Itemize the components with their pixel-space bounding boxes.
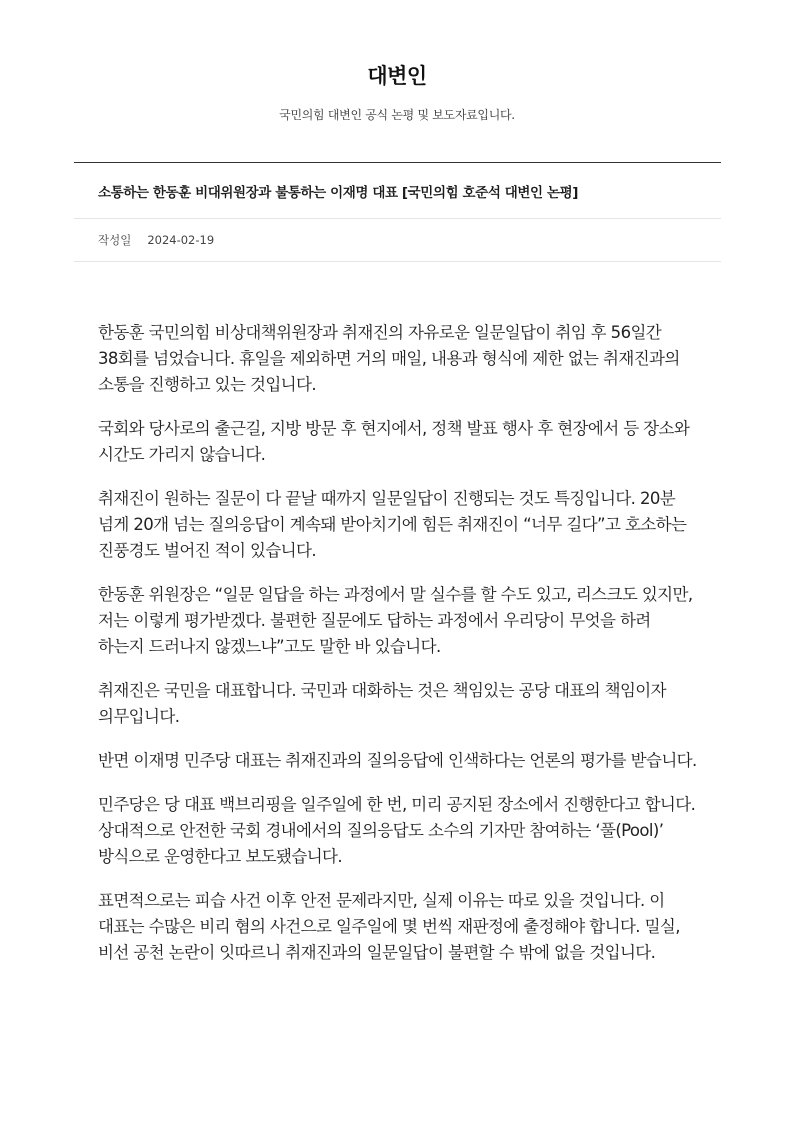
site-header: [0, 62, 794, 124]
date-value: 2024-02-19: [147, 233, 215, 247]
body-paragraph: 표면적으로는 피습 사건 이후 안전 문제라지만, 실제 이유는 따로 있을 것입니다. 이 대표는 수많은 비리 혐의 사건으로 일주일에 몇 번씩 재판정에 출정해야 합니다. 밀실, 비선 공천 논란이 잇따르니 취재진과의 일문일답이 불편할 수 밖에 없을 것입니다.: [98, 891, 680, 962]
body-paragraph: 한동훈 국민의힘 비상대책위원장과 취재진의 자유로운 일문일답이 취임 후 56일간 38회를 넘었습니다. 휴일을 제외하면 거의 매일, 내용과 형식에 제한 없는 취재진과의 소통을 진행하고 있는 것입니다.: [98, 323, 680, 394]
article-body: [98, 320, 698, 984]
body-paragraph: 한동훈 위원장은 “일문 일답을 하는 과정에서 말 실수를 할 수도 있고, 리스크도 있지만, 저는 이렇게 평가받겠다. 불편한 질문에도 답하는 과정에서 우리당이 무엇을 하려 하는지 드러나지 않겠느냐”고도 말한 바 있습니다.: [98, 585, 693, 656]
site-title: 대변인: [367, 64, 427, 88]
body-paragraph: 반면 이재명 민주당 대표는 취재진과의 질의응답에 인색하다는 언론의 평가를 받습니다.: [98, 751, 697, 770]
article-header: [74, 162, 721, 262]
article-meta: [74, 219, 721, 262]
article-title: 소통하는 한동훈 비대위원장과 불통하는 이재명 대표 [국민의힘 호준석 대변인 논평]: [98, 184, 579, 201]
body-paragraph: 민주당은 당 대표 백브리핑을 일주일에 한 번, 미리 공지된 장소에서 진행한다고 합니다. 상대적으로 안전한 국회 경내에서의 질의응답도 소수의 기자만 참여하는 ‘풀(Pool)’ 방식으로 운영한다고 보도됐습니다.: [98, 795, 696, 866]
article-title-row: [74, 163, 721, 219]
body-paragraph: 국회와 당사로의 출근길, 지방 방문 후 현지에서, 정책 발표 행사 후 현장에서 등 장소와 시간도 가리지 않습니다.: [98, 419, 690, 464]
body-paragraph: 취재진은 국민을 대표합니다. 국민과 대화하는 것은 책임있는 공당 대표의 책임이자 의무입니다.: [98, 681, 666, 726]
date-label: 작성일: [98, 233, 132, 247]
site-subtitle: 국민의힘 대변인 공식 논평 및 보도자료입니다.: [279, 108, 515, 122]
body-paragraph: 취재진이 원하는 질문이 다 끝날 때까지 일문일답이 진행되는 것도 특징입니다. 20분 넘게 20개 넘는 질의응답이 계속돼 받아치기에 힘든 취재진이 “너무 길다”고 호소하는 진풍경도 벌어진 적이 있습니다.: [98, 489, 687, 560]
